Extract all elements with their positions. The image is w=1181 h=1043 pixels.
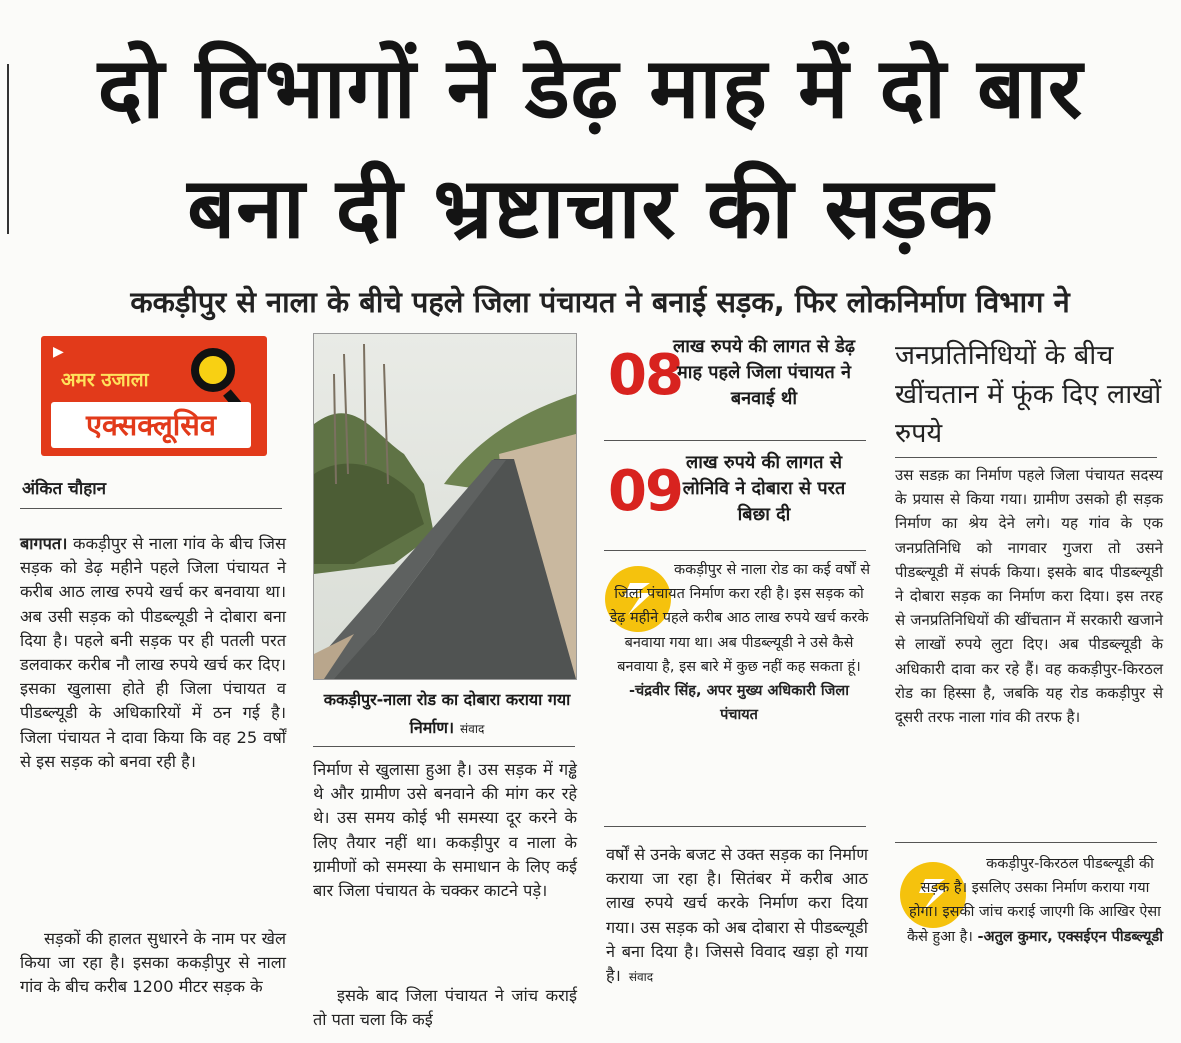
quote-1-attribution: -चंद्रवीर सिंह, अपर मुख्य अधिकारी जिला पंचायत xyxy=(629,683,849,724)
fact-divider xyxy=(604,440,866,441)
photo-credit: संवाद xyxy=(460,722,485,736)
caption-rule xyxy=(313,746,575,747)
sidebar-heading: जनप्रतिनिधियों के बीच खींचतान में फूंक दिए लाखों रुपये xyxy=(895,340,1162,449)
column-2-paragraph-2: इसके बाद जिला पंचायत ने जांच कराई तो पता चला कि कई xyxy=(313,986,577,1030)
quote-2-text: ककड़ीपुर-किरठल पीडब्ल्यूडी की सड़क है। इसलिए उसका निर्माण कराया गया होगा। इसकी जांच कराई जाएगी कि आखिर ऐसा कैसे हुआ है। xyxy=(907,856,1161,945)
fact-1-number: 08 xyxy=(608,343,682,408)
sidebar-rule xyxy=(895,457,1157,458)
photo-caption-text: ककड़ीपुर-नाला रोड का दोबारा कराया गया निर्माण। xyxy=(323,690,571,737)
quote-1-bottom-rule xyxy=(604,826,866,827)
headline-line-1: दो विभागों ने डेढ़ माह में दो बार xyxy=(97,39,1084,137)
magnifier-icon xyxy=(191,348,235,392)
byline-rule xyxy=(20,508,282,509)
quote-2-rule xyxy=(895,842,1157,843)
column-3-text: वर्षों से उनके बजट से उक्त सड़क का निर्माण कराया जा रहा है। सितंबर में करीब आठ लाख रुपये खर्च करके निर्माण करा दिया गया। उस सड़क को अब दोबारा से पीडब्ल्यूडी ने बना दिया है। जिससे विवाद खड़ा हो गया है। xyxy=(606,845,868,986)
byline: अंकित चौहान xyxy=(22,479,107,499)
play-icon: ▶ xyxy=(53,344,64,360)
quote-2 xyxy=(905,852,1165,949)
sidebar-text: उस सडक़ का निर्माण पहले जिला पंचायत सदस्य के प्रयास से किया गया। ग्रामीण उसको ही सड़क निर्माण का श्रेय देने लगे। यह गांव के एक जनप्रतिनिधि को नागवार गुजरा तो उसने पीडब्ल्यूडी में संपर्क किया। इसके बाद पीडब्ल्यूडी ने दोबारा सड़क का निर्माण करा दिया। इस तरह से जनप्रतिनिधियों की खींचतान में सरकारी खजाने से लाखों रुपये लुटा दिए। अब पीडब्ल्यूडी के अधिकारी दावा कर रहे हैं। वह ककड़ीपुर-किरठल रोड का हिस्सा है, जबकि यह रोड ककड़ीपुर से दूसरी तरफ नाला गांव की तरफ है। xyxy=(895,466,1163,727)
dateline: बागपत। xyxy=(20,534,68,553)
fact-1-text: लाख रुपये की लागत से डेढ़ माह पहले जिला पंचायत ने बनवाई थी xyxy=(672,336,856,409)
quote-2-attribution: -अतुल कुमार, एक्सईएन पीडब्ल्यूडी xyxy=(977,928,1163,945)
column-1-text: ककड़ीपुर से नाला गांव के बीच जिस सड़क को डेढ़ महीने पहले जिला पंचायत ने करीब आठ लाख रुपये खर्च कर बनवाया था। अब उसी सड़क को पीडब्ल्यूडी ने दोबारा बना दिया है। पहले बनी सड़क पर ही पतली परत डलवाकर करीब नौ लाख रुपये खर्च कर दिए। इसका खुलासा होते ही जिला पंचायत व पीडब्ल्यूडी के अधिकारियों में ठन गई है। जिला पंचायत ने दावा किया कि वह 25 वर्षों से इस सड़क को बनवा रही है। xyxy=(20,534,286,771)
quote-1-text: ककड़ीपुर से नाला रोड का कई वर्षों से जिला पंचायत निर्माण करा रही है। इस सड़क को डेढ़ महीने पहले करीब आठ लाख रुपये खर्च करके बनवाया गया था। अब पीडब्ल्यूडी ने उसे कैसे बनवाया है, इस बारे में कुछ नहीं कह सकता हूं। xyxy=(609,562,870,675)
fact-2-number: 09 xyxy=(608,459,682,524)
quote-1-rule xyxy=(604,550,866,551)
logo-label: एक्सक्लूसिव xyxy=(51,402,251,448)
column-3 xyxy=(606,843,868,989)
column-1-paragraph-2: सड़कों की हालत सुधारने के नाम पर खेल किया जा रहा है। इसका ककड़ीपुर से नाला गांव के बीच करीब 1200 मीटर सड़क के xyxy=(20,929,286,997)
column-1 xyxy=(20,532,286,774)
quote-1 xyxy=(608,558,870,727)
road-photo-image xyxy=(314,334,576,679)
road-photo xyxy=(313,333,577,680)
column-2: निर्माण से खुलासा हुआ है। उस सड़क में गड्ढे थे और ग्रामीण उसे बनवाने की मांग कर रहे थे। उस समय कोई भी समस्या दूर करने के लिए तैयार नहीं था। ककड़ीपुर व नाला के ग्रामीणों को समस्या के समाधान के लिए कई बार जिला पंचायत के चक्कर काटने पड़े। xyxy=(313,760,577,901)
photo-caption xyxy=(318,686,576,743)
logo-brand: अमर उजाला xyxy=(61,369,149,391)
column-3-credit: संवाद xyxy=(628,970,654,985)
headline-line-2: बना दी भ्रष्टाचार की सड़क xyxy=(187,159,994,257)
subheadline: ककड़ीपुर से नाला के बीचे पहले जिला पंचायत ने बनाई सड़क, फिर लोकनिर्माण विभाग ने xyxy=(130,285,1070,319)
exclusive-logo xyxy=(41,336,267,456)
fact-2-text: लाख रुपये की लागत से लोनिवि ने दोबारा से परत बिछा दी xyxy=(682,452,846,525)
